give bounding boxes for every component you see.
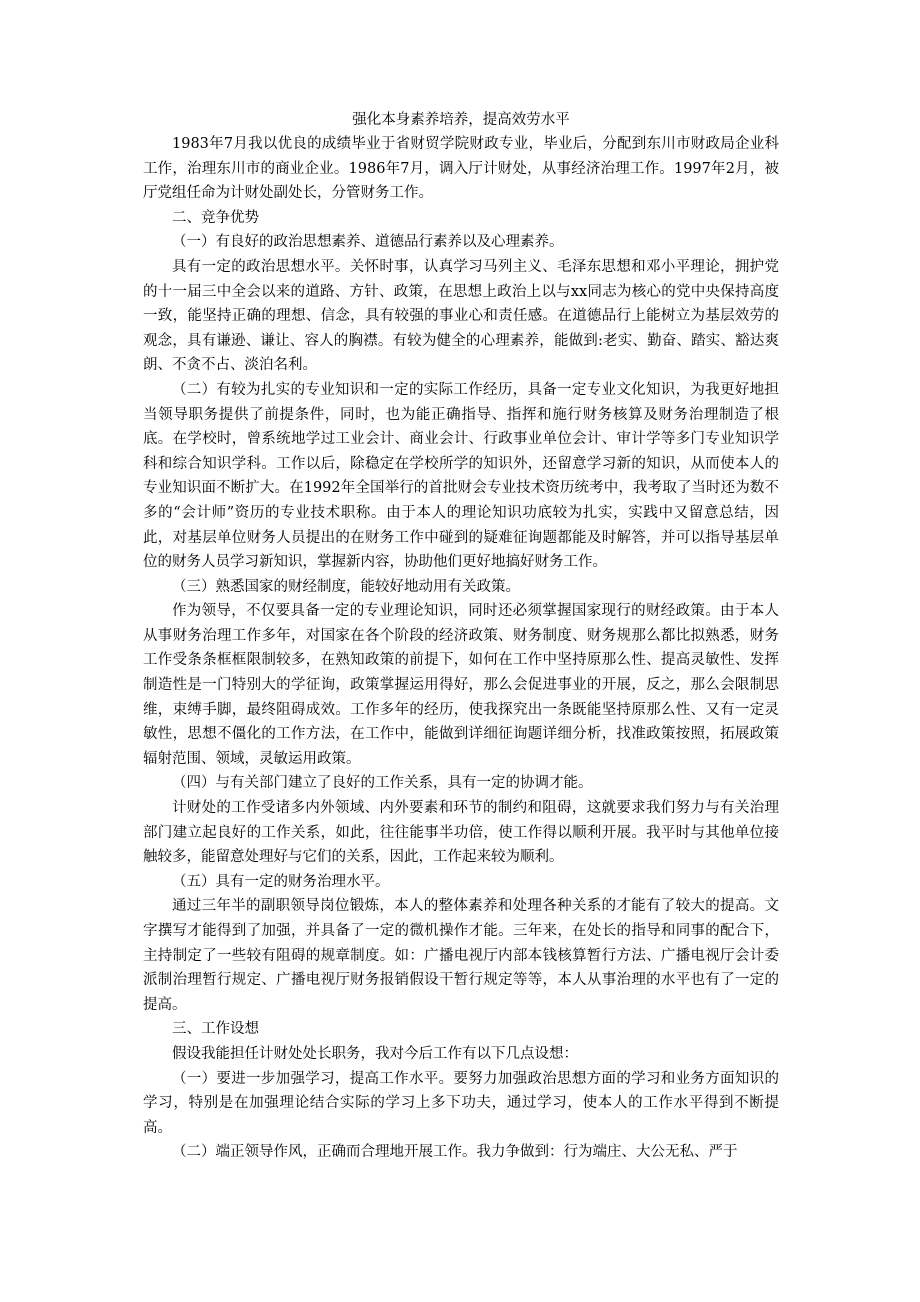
document-title: 强化本身素养培养，提高效劳水平	[352, 112, 570, 128]
paragraph: 作为领导，不仅要具备一定的专业理论知识，同时还必须掌握国家现行的财经政策。由于本人从事财务治理工作多年，对国家在各个阶段的经济政策、财务制度、财务规那么都比拟熟悉，财务工作受条条框框限制较多，在熟知政策的前提下，如何在工作中坚持原那么性、提高灵敏性、发挥制造性是一门特别大的学征询，政策掌握运用得好，那么会促进事业的开展，反之，那么会限制思维，束缚手脚，最终阻碍成效。工作多年的经历，使我探究出一条既能坚持原那么性、又有一定灵敏性，思想不僵化的工作方法，在工作中，能做到详细征询题详细分析，找准政策按照，拓展政策辐射范围、领域，灵敏运用政策。	[143, 603, 779, 767]
paragraph: 假设我能担任计财处处长职务，我对今后工作有以下几点设想：	[172, 1045, 578, 1062]
paragraph: （一）要进一步加强学习，提高工作水平。要努力加强政治思想方面的学习和业务方面知识的学习，特别是在加强理论结合实际的学习上多下功夫，通过学习，使本人的工作水平得到不断提高。	[143, 1070, 779, 1136]
subheading-3: （三）熟悉国家的财经制度，能较好地动用有关政策。	[172, 578, 520, 595]
section-heading-competitive-advantages: 二、竞争优势	[172, 209, 259, 226]
section-heading-work-plans: 三、工作设想	[172, 1021, 259, 1038]
document-page	[143, 108, 779, 1165]
subheading-4: （四）与有关部门建立了良好的工作关系，具有一定的协调才能。	[172, 775, 593, 792]
document-body	[143, 132, 779, 1165]
paragraph: （二）端正领导作风，正确而合理地开展工作。我力争做到：行为端庄、大公无私、严于	[172, 1144, 738, 1161]
paragraph: （二）有较为扎实的专业知识和一定的实际工作经历，具备一定专业文化知识，为我更好地担当领导职务提供了前提条件，同时，也为能正确指导、指挥和施行财务核算及财务治理制造了根底。在学校时，曾系统地学过工业会计、商业会计、行政事业单位会计、审计学等多门专业知识学科和综合知识学科。工作以后，除稳定在学校所学的知识外，还留意学习新的知识，从而使本人的专业知识面不断扩大。在1992年全国举行的首批财会专业技术资历统考中，我考取了当时还为数不多的“会计师”资历的专业技术职称。由于本人的理论知识功底较为扎实，实践中又留意总结，因此，对基层单位财务人员提出的在财务工作中碰到的疑难征询题都能及时解答，并可以指导基层单位的财务人员学习新知识，掌握新内容，协助他们更好地搞好财务工作。	[143, 381, 779, 571]
paragraph: 计财处的工作受诸多内外领域、内外要素和环节的制约和阻碍，这就要求我们努力与有关治理部门建立起良好的工作关系，如此，往往能事半功倍，使工作得以顺利开展。我平时与其他单位接触较多，能留意处理好与它们的关系，因此，工作起来较为顺利。	[143, 800, 779, 866]
subheading-5: （五）具有一定的财务治理水平。	[172, 873, 390, 890]
subheading-1: （一）有良好的政治思想素养、道德品行素养以及心理素养。	[172, 234, 564, 251]
paragraph-intro: 1983年7月我以优良的成绩毕业于省财贸学院财政专业，毕业后，分配到东川市财政局企业科工作，治理东川市的商业企业。1986年7月，调入厅计财处，从事经济治理工作。1997年2月，被厅党组任命为计财处副处长，分管财务工作。	[143, 136, 779, 202]
paragraph: 具有一定的政治思想水平。关怀时事，认真学习马列主义、毛泽东思想和邓小平理论，拥护党的十一届三中全会以来的道路、方针、政策，在思想上政治上以与xx同志为核心的党中央保持高度一致，能坚持正确的理想、信念，具有较强的事业心和责任感。在道德品行上能树立为基层效劳的观念，具有谦逊、谦让、容人的胸襟。有较为健全的心理素养，能做到:老实、勤奋、踏实、豁达爽朗、不贪不占、淡泊名利。	[143, 258, 779, 374]
paragraph: 通过三年半的副职领导岗位锻炼，本人的整体素养和处理各种关系的才能有了较大的提高。文字撰写才能得到了加强，并具备了一定的微机操作才能。三年来，在处长的指导和同事的配合下，主持制定了一些较有阻碍的规章制度。如：广播电视厅内部本钱核算暂行方法、广播电视厅会计委派制治理暂行规定、广播电视厅财务报销假设干暂行规定等等，本人从事治理的水平也有了一定的提高。	[143, 898, 779, 1013]
